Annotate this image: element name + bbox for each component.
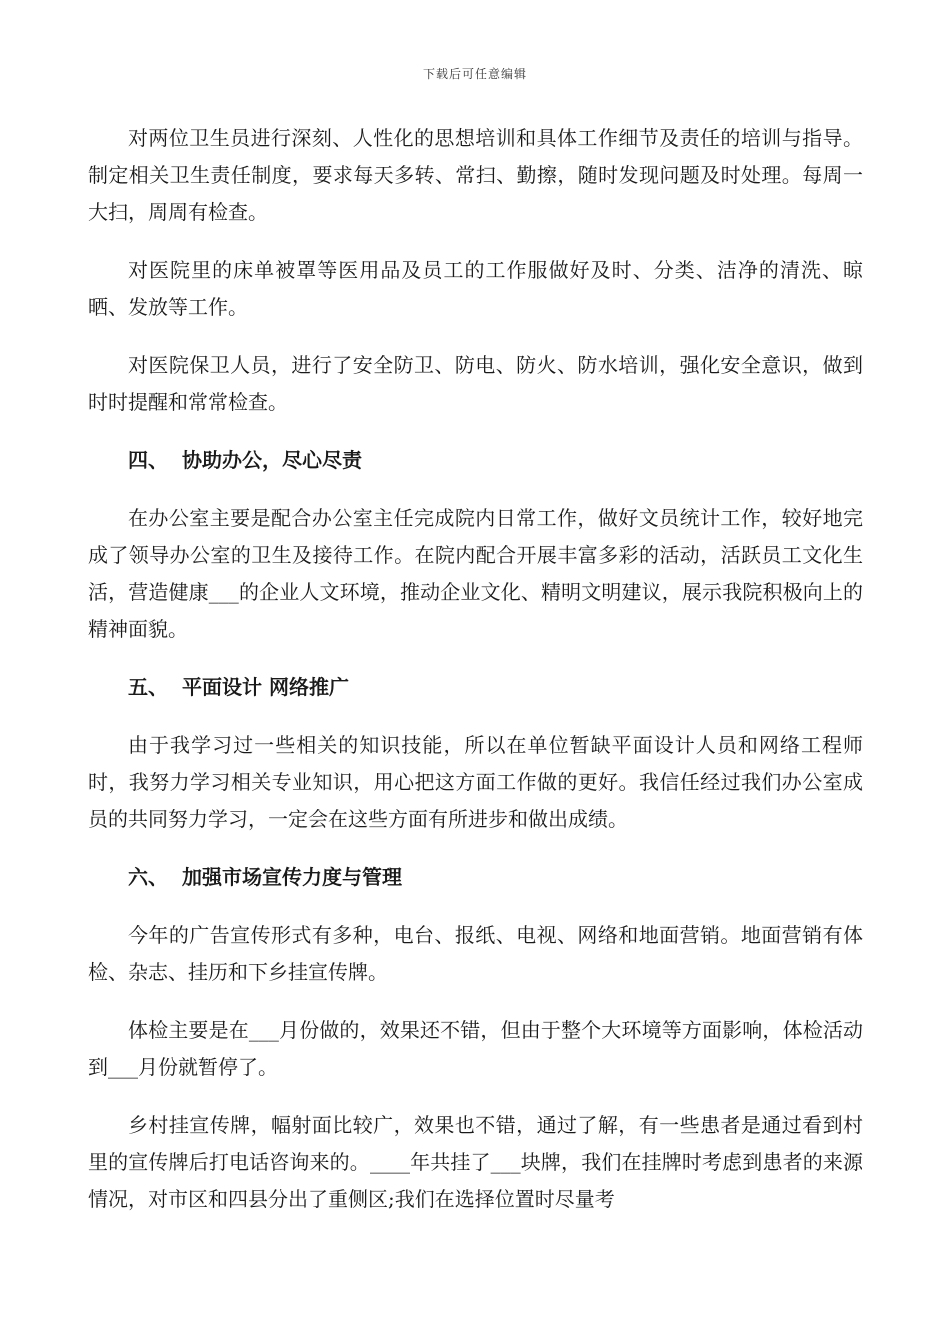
paragraph-office-assist: 在办公室主要是配合办公室主任完成院内日常工作，做好文员统计工作，较好地完成了领导办公室的卫生及接待工作。在院内配合开展丰富多彩的活动，活跃员工文化生活，营造健康___的企业人文环境，推动企业文化、精明文明建议，展示我院积极向上的精神面貌。	[88, 506, 863, 641]
header-note: 下载后可任意编辑	[422, 67, 527, 81]
section-number: 四、	[128, 448, 168, 472]
section-title: 加强市场宣传力度与管理	[182, 865, 402, 889]
paragraph-security-training: 对医院保卫人员，进行了安全防卫、防电、防火、防水培训，强化安全意识，做到时时提醒和常常检查。	[88, 353, 863, 414]
paragraph-linen-laundry: 对医院里的床单被罩等医用品及员工的工作服做好及时、分类、洁净的清洗、晾晒、发放等工作。	[88, 258, 863, 319]
section-title: 平面设计 网络推广	[182, 675, 349, 699]
document-body	[88, 120, 863, 1239]
paragraph-health-checkup: 体检主要是在___月份做的，效果还不错，但由于整个大环境等方面影响，体检活动到___月份就暂停了。	[88, 1018, 863, 1079]
section-heading-5	[88, 669, 863, 706]
section-heading-6	[88, 859, 863, 896]
paragraph-cleaning-training: 对两位卫生员进行深刻、人性化的思想培训和具体工作细节及责任的培训与指导。制定相关卫生责任制度，要求每天多转、常扫、勤擦，随时发现问题及时处理。每周一大扫，周周有检查。	[88, 126, 863, 224]
section-number: 五、	[128, 675, 168, 699]
paragraph-graphic-design: 由于我学习过一些相关的知识技能，所以在单位暂缺平面设计人员和网络工程师时，我努力学习相关专业知识，用心把这方面工作做的更好。我信任经过我们办公室成员的共同努力学习，一定会在这些方面有所进步和做出成绩。	[88, 733, 863, 831]
section-number: 六、	[128, 865, 168, 889]
paragraph-advertising-forms: 今年的广告宣传形式有多种，电台、报纸、电视、网络和地面营销。地面营销有体检、杂志、挂历和下乡挂宣传牌。	[88, 923, 863, 984]
paragraph-village-signboards: 乡村挂宣传牌，幅射面比较广，效果也不错，通过了解，有一些患者是通过看到村里的宣传牌后打电话咨询来的。____年共挂了___块牌，我们在挂牌时考虑到患者的来源情况，对市区和四县分出了重侧区;我们在选择位置时尽量考	[88, 1113, 863, 1211]
section-heading-4	[88, 442, 863, 479]
section-title: 协助办公，尽心尽责	[182, 448, 362, 472]
